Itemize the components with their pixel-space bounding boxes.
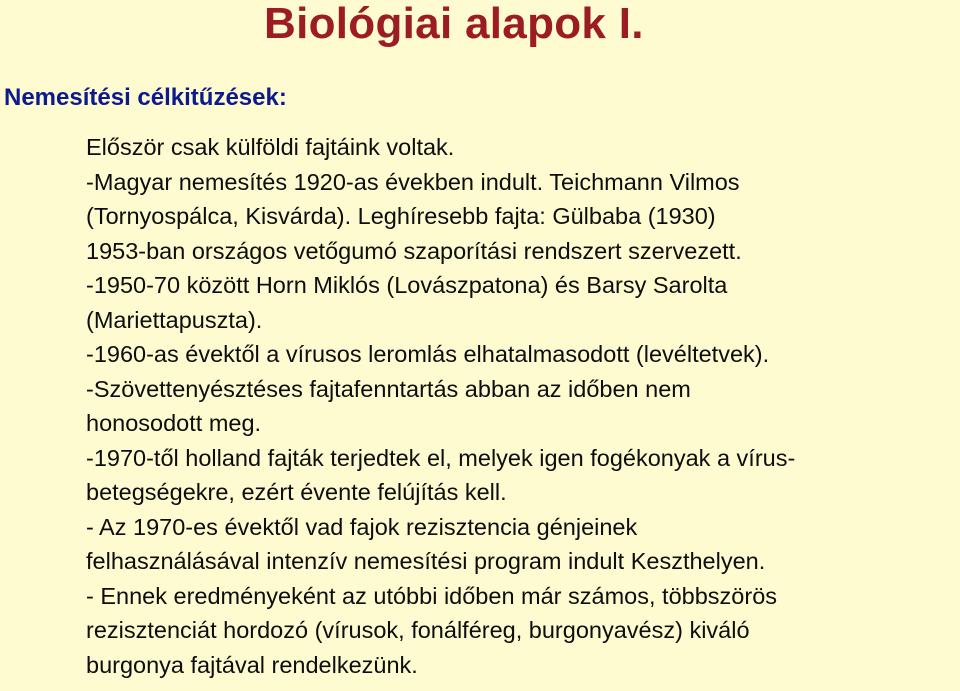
body-text [86, 130, 958, 682]
text-line: betegségekre, ezért évente felújítás kell. [86, 479, 507, 505]
text-line: Először csak külföldi fajtáink voltak. [86, 134, 455, 160]
text-line: -1950-70 között Horn Miklós (Lovászpatona) és Barsy Sarolta [86, 272, 728, 298]
text-line: (Tornyospálca, Kisvárda). Leghíresebb fajta: Gülbaba (1930) [86, 203, 716, 229]
text-line: honosodott meg. [86, 410, 262, 436]
text-line: -1970-től holland fajták terjedtek el, melyek igen fogékonyak a vírus- [86, 444, 796, 471]
text-line: rezisztenciát hordozó (vírusok, fonálféreg, burgonyavész) kiváló [86, 617, 750, 643]
slide-title: Biológiai alapok I. [264, 0, 644, 48]
text-line: felhasználásával intenzív nemesítési program indult Keszthelyen. [86, 548, 766, 574]
slide-subtitle: Nemesítési célkitűzések: [4, 84, 287, 111]
text-line: -Magyar nemesítés 1920-as években indult. Teichmann Vilmos [86, 168, 740, 195]
text-line: (Mariettapuszta). [86, 306, 263, 333]
text-line: - Ennek eredményeként az utóbbi időben már számos, többszörös [86, 582, 778, 609]
text-line: - Az 1970-es évektől vad fajok rezisztencia génjeinek [86, 513, 638, 540]
text-line: burgonya fajtával rendelkezünk. [86, 651, 418, 678]
text-line: 1953-ban országos vetőgumó szaporítási rendszert szervezett. [86, 237, 742, 264]
text-line: -Szövettenyésztéses fajtafenntartás abban az időben nem [86, 375, 691, 402]
text-line: -1960-as évektől a vírusos leromlás elhatalmasodott (levéltetvek). [86, 341, 770, 367]
